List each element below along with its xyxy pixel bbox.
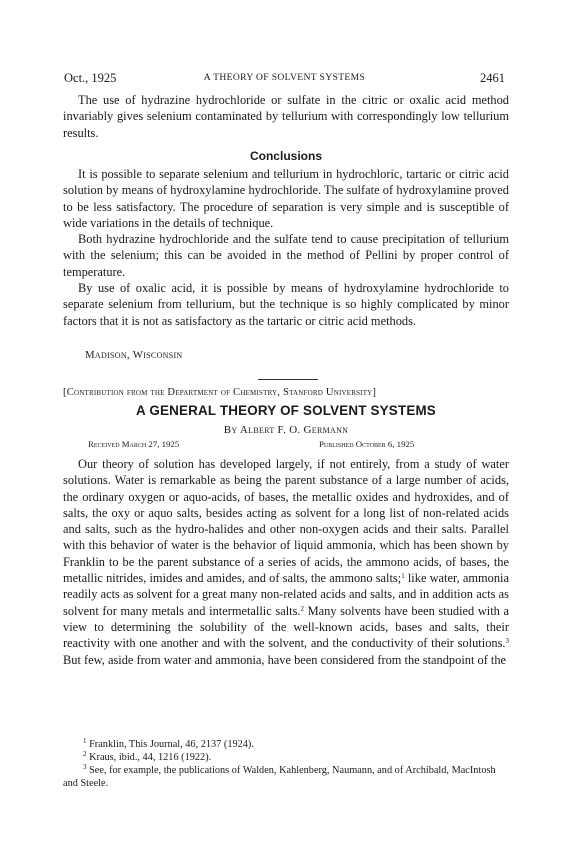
conclusions-heading: Conclusions — [249, 149, 322, 163]
running-header — [64, 70, 505, 86]
footnote — [63, 764, 509, 790]
body-text: like water, ammonia readily acts as solvent for a great many non-related acids and salts, and in addition acts as solvent for many metals and intermetallic salts. — [63, 571, 509, 618]
article-body — [63, 456, 509, 668]
footnote-text: See, for example, the publications of Walden, Kahlenberg, Naumann, and of Archibald, MacIntosh and Steele. — [63, 765, 496, 789]
footnotes — [63, 738, 509, 790]
footnote — [63, 751, 509, 764]
footnote — [63, 738, 509, 751]
conclusion-paragraph: By use of oxalic acid, it is possible by means of hydroxylamine hydrochloride to separate selenium from tellurium, but the technique is so highly complicated by minor factors that it is not as satisfactory as the tartaric or citric acid methods. — [63, 281, 509, 328]
header-running-title: A THEORY OF SOLVENT SYSTEMS — [203, 72, 366, 83]
footnote-text: Kraus, ibid., 44, 1216 (1922). — [89, 752, 212, 763]
conclusion-paragraph: Both hydrazine hydrochloride and the sulfate tend to cause precipitation of tellurium with the selenium; this can be avoided in the method of Pellini by proper control of temperature. — [63, 232, 509, 279]
page-number: 2461 — [480, 71, 505, 85]
section-divider — [258, 379, 318, 380]
conclusions-section — [63, 166, 509, 329]
footnote-ref: 2 — [300, 604, 304, 613]
body-paragraph — [63, 456, 509, 668]
header-date: Oct., 1925 — [64, 71, 117, 85]
footnote-ref: 1 — [401, 572, 405, 581]
published-date: Published October 6, 1925 — [319, 439, 415, 449]
body-text: Our theory of solution has developed largely, if not entirely, from a study of water solutions. Water is remarkable as being the parent substance of a large number of acids, the ordinary oxygen or aquo-acids, of bases, the metallic oxides and hydroxides, and of salts, the oxy or aquo salts, besides acting as solvent for a long list of non-related acids and salts, such as the hydro-halides and other non-oxygen acids and their salts. Parallel with this behavior of water is the behavior of liquid ammonia, which has been shown by Franklin to be the parent substance of a series of acids, the ammono acids, of bases, the metallic nitrides, imides and amides, and of salts, the ammono salts; — [63, 457, 509, 586]
body-text: But few, aside from water and ammonia, have been considered from the standpoint of the — [63, 652, 507, 667]
footnote-mark: 3 — [83, 763, 87, 771]
footnote-ref: 3 — [505, 637, 509, 646]
intro-paragraph-block — [63, 92, 509, 141]
footnote-text: Franklin, This Journal, 46, 2137 (1924). — [89, 739, 254, 750]
body-text: Many solvents have been studied with a view to determining the solubility of the well-known acids, bases and salts, their reactivity with one another and with the solvent, and the conductivity of their solutions. — [63, 603, 509, 651]
footnote-mark: 2 — [83, 750, 87, 758]
intro-paragraph: The use of hydrazine hydrochloride or sulfate in the citric or oxalic acid method invariably gives selenium contaminated by tellurium with correspondingly low tellurium results. — [63, 93, 509, 140]
contribution-line: [Contribution from the Department of Chemistry, Stanford University] — [63, 387, 377, 398]
author-byline: By Albert F. O. Germann — [223, 424, 349, 436]
location-signature: Madison, Wisconsin — [85, 349, 183, 361]
article-title: A GENERAL THEORY OF SOLVENT SYSTEMS — [136, 403, 436, 418]
conclusion-paragraph: It is possible to separate selenium and tellurium in hydrochloric, tartaric or citric acid solution by means of hydroxylamine hydrochloride. The sulfate of hydroxylamine proved to be less satisfactory. The procedure of separation is very simple and is susceptible of wide variations in the details of technique. — [63, 167, 509, 230]
footnote-mark: 1 — [83, 737, 87, 745]
received-date: Received March 27, 1925 — [88, 439, 180, 449]
